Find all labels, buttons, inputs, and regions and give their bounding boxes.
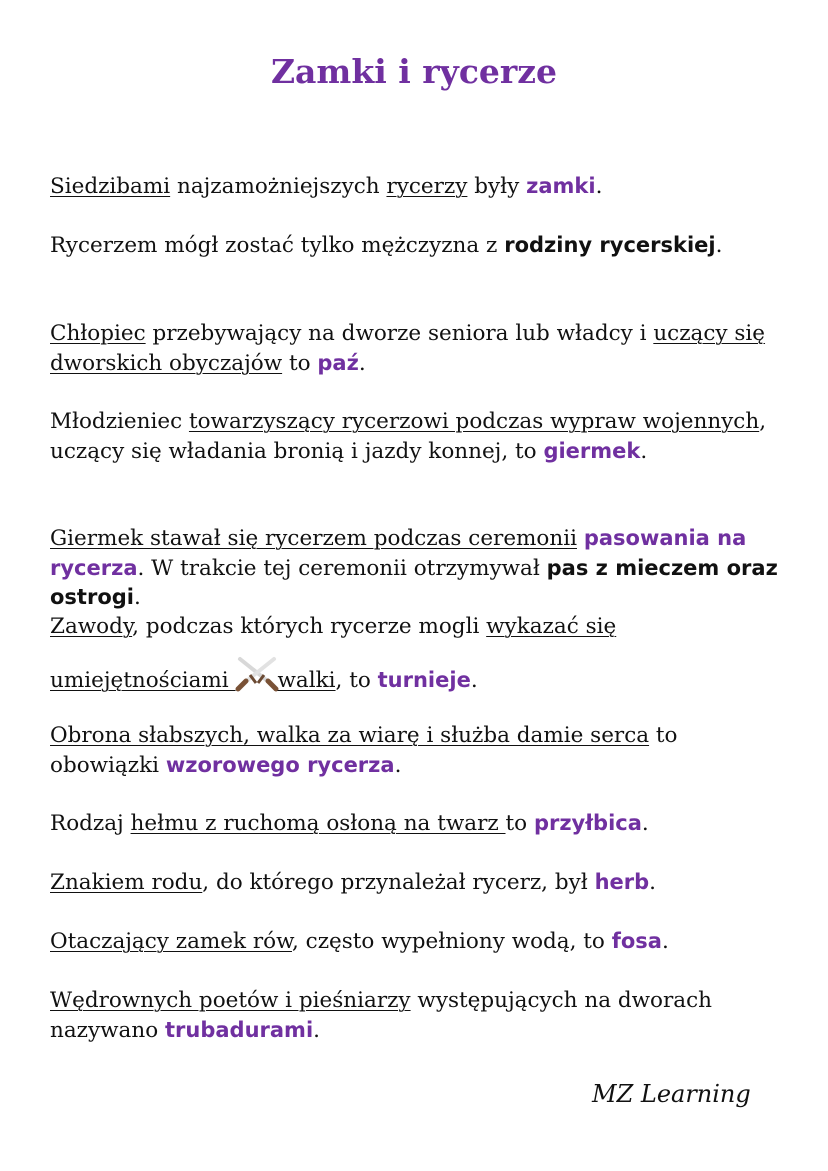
underlined-phrase: Zawody [50,614,133,639]
text: , uczący się władania bronią i jazdy konnej, to [50,409,767,464]
keyword: pasowania na rycerza [50,526,747,580]
text: . [640,438,648,464]
text: . W trakcie tej ceremonii otrzymywał [137,555,547,581]
sentence-10 [50,927,785,957]
keyword: przyłbica [533,811,642,835]
text: występujących na dworach nazywano [50,988,712,1043]
text: były [467,174,527,199]
bold-phrase: pas z mieczem oraz ostrogi [50,555,778,609]
text: Rodzaj [50,811,131,836]
keyword: trubadurami [165,1017,314,1042]
underlined-phrase: wykazać się [486,614,617,639]
text: . [649,870,657,895]
sentence-5 [50,524,785,613]
sentence-11 [50,986,785,1045]
text: , to [335,668,378,693]
text: . [715,233,723,258]
keyword: paź [317,350,359,375]
text: Młodzieniec [50,409,189,434]
underlined-phrase: towarzyszący rycerzowi podczas wypraw wojennych [188,409,760,434]
text: , często wypełniony wodą, to [291,929,612,954]
keyword: wzorowego rycerza [165,752,395,777]
underlined-phrase: Giermek stawał się rycerzem podczas ceremonii [50,526,577,551]
underlined-phrase: Znakiem rodu [50,870,203,895]
sentence-3 [50,319,785,378]
underlined-phrase: Otaczający zamek rów [50,929,292,954]
text: , do którego przynależał rycerz, był [202,870,595,895]
underlined-phrase: umiejętnościami [50,668,236,693]
text: . [133,585,141,610]
keyword: turnieje [377,668,471,692]
text: . [595,174,603,199]
text: . [661,929,669,954]
text: Rycerzem mógł zostać tylko mężczyzna z [50,233,505,258]
text: najzamożniejszych [170,174,387,199]
sentence-6-cont [50,653,785,703]
keyword: herb [594,870,650,894]
underlined-phrase: walki [277,668,336,693]
keyword: fosa [611,929,662,953]
text: , podczas których rycerze mogli [132,614,487,639]
keyword: zamki [526,174,596,198]
brand-signature: MZ Learning [592,1080,751,1108]
text: to obowiązki [50,723,678,778]
text [577,526,584,551]
text: . [313,1017,320,1043]
sentence-2 [50,231,785,261]
text: . [641,811,649,836]
text: to [282,350,318,376]
sentence-9 [50,868,785,898]
bold-phrase: rodziny rycerskiej [504,233,716,257]
underlined-phrase: hełmu z ruchomą osłoną na twarz [130,811,506,836]
underlined-phrase: Siedzibami [50,174,171,199]
text: przebywający na dworze seniora lub władcy i [145,321,654,346]
sentence-7 [50,721,785,780]
text: . [470,668,478,693]
underlined-phrase: uczący się dworskich obyczajów [50,321,766,376]
keyword: giermek [543,438,641,463]
sentence-6 [50,612,785,642]
underlined-phrase: Chłopiec [50,321,146,346]
sentence-1 [50,172,785,202]
text: . [358,350,366,376]
sentence-4 [50,407,785,466]
sentence-8 [50,809,785,839]
text: to [505,811,534,836]
underlined-phrase: rycerzy [386,174,468,199]
page-title: Zamki i rycerze [270,52,558,91]
crossed-swords-icon [234,653,280,693]
text: . [394,752,402,778]
underlined-phrase: Wędrownych poetów i pieśniarzy [50,988,411,1013]
underlined-phrase: Obrona słabszych, walka za wiarę i służba damie serca [50,723,650,748]
